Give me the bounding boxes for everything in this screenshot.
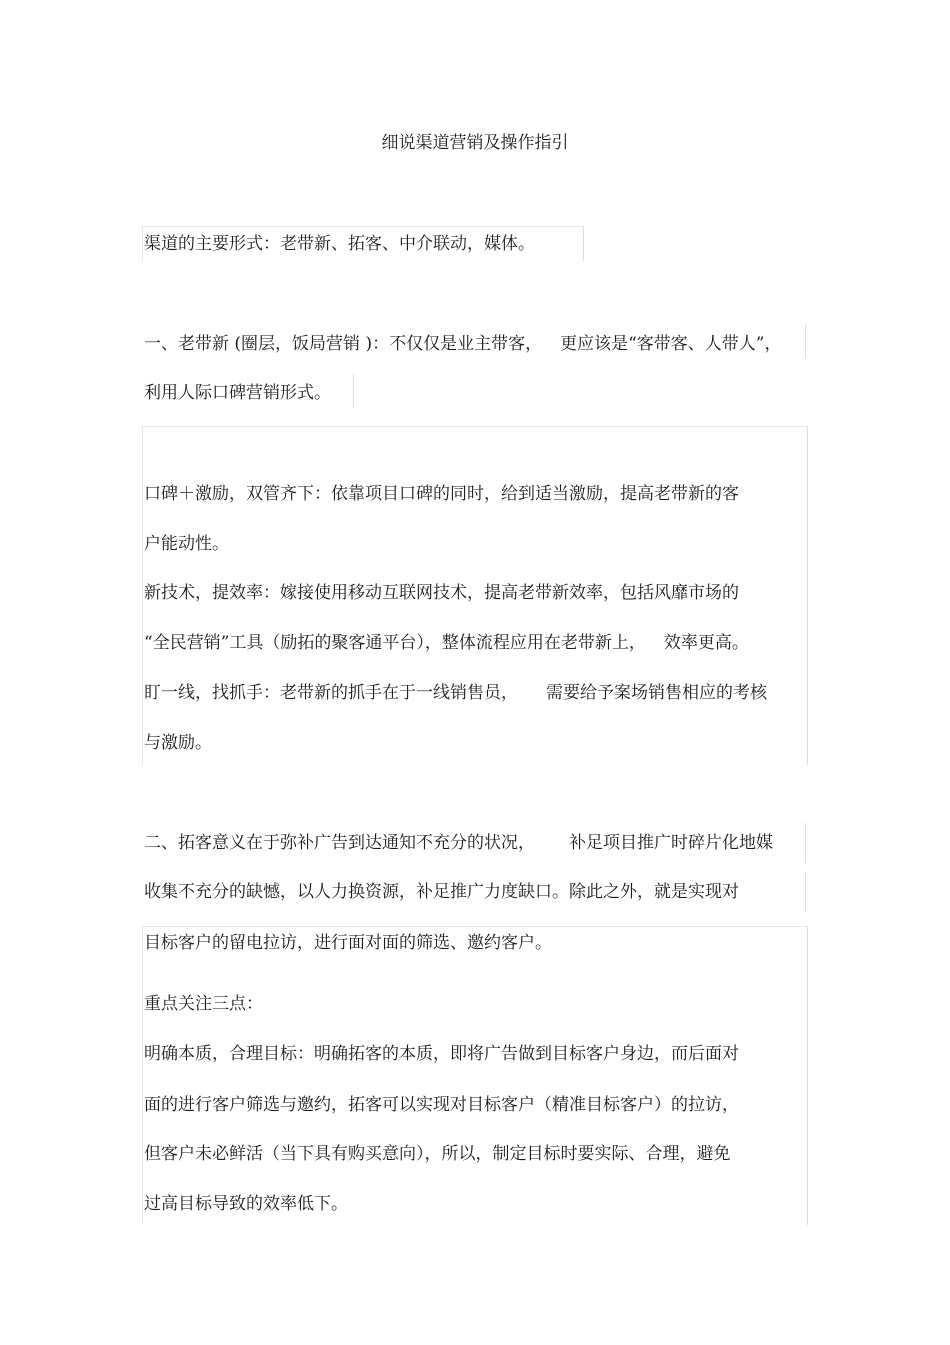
focus-line-3: 但客户未必鲜活（当下具有购买意向），所以，制定目标时要实际、合理，避免 bbox=[144, 1144, 731, 1164]
point-1-line-1: 口碑＋激励，双管齐下：依靠项目口碑的同时，给到适当激励，提高老带新的客 bbox=[144, 484, 739, 504]
section2-line-1-part-a: 二、拓客意义在于弥补广告到达通知不充分的状况， bbox=[144, 833, 535, 853]
section2-line-1 bbox=[144, 830, 773, 856]
point-3-line-1-part-a: 盯一线，找抓手：老带新的抓手在于一线销售员， bbox=[144, 683, 518, 703]
point-3-line-1-part-b: 需要给予案场销售相应的考核 bbox=[546, 683, 767, 703]
section2-line-3: 目标客户的留电拉访，进行面对面的筛选、邀约客户。 bbox=[144, 933, 552, 953]
section1-line-1-part-a: 一、老带新 (圈层，饭局营销 )：不仅仅是业主带客， bbox=[144, 334, 543, 354]
point-1-line-2: 户能动性。 bbox=[144, 534, 229, 554]
document-title: 细说渠道营销及操作指引 bbox=[381, 133, 569, 153]
intro-paragraph: 渠道的主要形式：老带新、拓客、中介联动，媒体。 bbox=[144, 234, 535, 254]
section2-body-frame bbox=[142, 926, 808, 1225]
point-2-line-1: 新技术，提效率：嫁接使用移动互联网技术，提高老带新效率，包括风靡市场的 bbox=[144, 583, 739, 603]
focus-line-2: 面的进行客户筛选与邀约，拓客可以实现对目标客户（精准目标客户）的拉访， bbox=[144, 1095, 739, 1115]
section1-line-1 bbox=[144, 331, 781, 357]
section2-line-1-part-b: 补足项目推广时碎片化地媒 bbox=[569, 833, 773, 853]
section2-line-2: 收集不充分的缺憾，以人力换资源，补足推广力度缺口。除此之外，就是实现对 bbox=[144, 882, 739, 902]
focus-line-1: 明确本质，合理目标：明确拓客的本质，即将广告做到目标客户身边，而后面对 bbox=[144, 1044, 739, 1064]
point-3-line-2: 与激励。 bbox=[144, 733, 212, 753]
section1-line-1-part-b: 更应该是“客带客、人带人”， bbox=[560, 334, 782, 354]
point-2-line-2-part-b: 效率更高。 bbox=[663, 633, 749, 653]
point-2-line-2 bbox=[144, 630, 749, 656]
focus-line-4: 过高目标导致的效率低下。 bbox=[144, 1194, 348, 1214]
focus-heading: 重点关注三点： bbox=[144, 994, 263, 1014]
point-2-line-2-part-a: “全民营销”工具（励拓的聚客通平台），整体流程应用在老带新上， bbox=[144, 633, 646, 653]
point-3-line-1 bbox=[144, 680, 767, 706]
section1-line-2: 利用人际口碑营销形式。 bbox=[144, 383, 331, 403]
